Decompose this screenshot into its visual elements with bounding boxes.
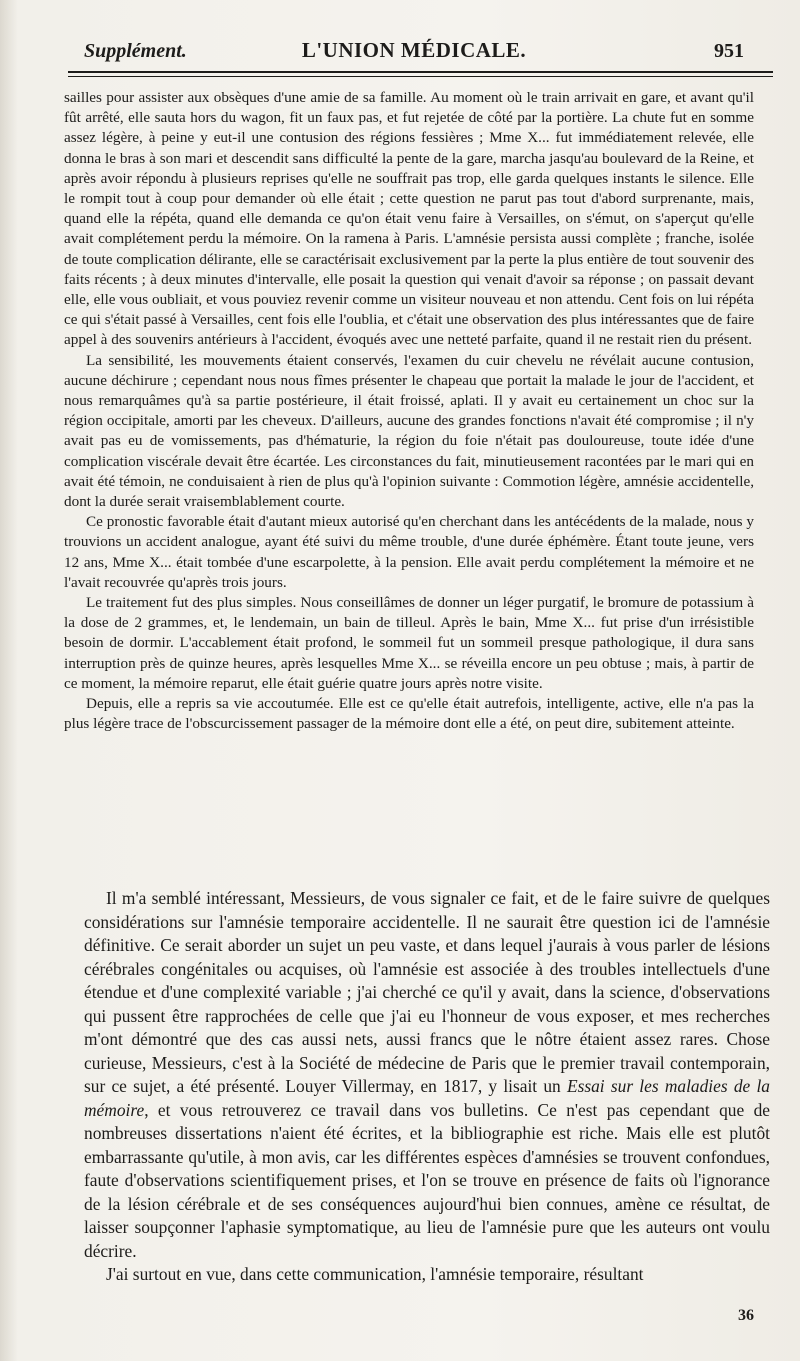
case-paragraph: Depuis, elle a repris sa vie accoutumée. Elle est ce qu'elle était autrefois, intelligente, active, elle n'a pas la plus légère trace de l'obscurcissement passager de la mémoire dont elle a été, on peut dire, subitement atteinte. bbox=[64, 695, 754, 733]
discussion-text-b: , et vous retrouverez ce travail dans vos bulletins. Ce n'est pas cependant que de nombreuses dissertations n'aient été écrites, et la bibliographie est riche. Mais elle est plutôt embarrassante qu'utile, à mon avis, car les différentes espèces d'amnésies se trouvent confondues, faute d'observations scientifiquement prises, et l'on se trouve en présence de faits où l'ignorance de la lésion cérébrale et de ses conséquences aujourd'hui bien connues, amène ce résultat, de laisser soupçonner l'aphasie symptomatique, au lieu de l'amnésie pure que les auteurs ont voulu décrire. bbox=[84, 1099, 770, 1261]
case-paragraph: Le traitement fut des plus simples. Nous conseillâmes de donner un léger purgatif, le bromure de potassium à la dose de 2 grammes, et, le lendemain, un bain de tilleul. Après le bain, Mme X... fut prise d'un irrésistible besoin de dormir. L'accablement était profond, le sommeil fut un sommeil presque pathologique, il dura sans interruption près de quinze heures, après lesquelles Mme X... se réveilla encore un peu obtuse ; mais, à partir de ce moment, la mémoire reparut, elle était guérie quatre jours après notre visite. bbox=[64, 594, 754, 692]
cited-work-title: Essai sur les maladies de la mémoire bbox=[84, 1076, 770, 1120]
header-rule-thin bbox=[68, 76, 773, 77]
case-paragraph: La sensibilité, les mouvements étaient conservés, l'examen du cuir chevelu ne révélait aucune contusion, aucune déchirure ; cependant nous nous fîmes présenter le chapeau que portait la malade le jour de l'accident, et nous remarquâmes qu'à sa partie postérieure, il était froissé, aplati. Il y avait eu certainement un choc sur la région occipitale, amorti par les cheveux. D'ailleurs, aucune des grandes fonctions n'avait été compromise ; il n'y avait pas eu de vomissements, pas d'hématurie, la région du foie n'était pas douloureuse, toute idée d'une complication viscérale devait être écartée. Les circonstances du fait, minutieusement racontées par le mari qui en avait été témoin, ne conduisaient à rien de plus qu'à l'opinion suivante : Commotion légère, amnésie accidentelle, dont la durée serait vraisemblablement courte. bbox=[64, 351, 754, 511]
case-report bbox=[64, 88, 754, 735]
case-paragraph: Ce pronostic favorable était d'autant mieux autorisé qu'en cherchant dans les antécédents de la malade, nous y trouvions un accident analogue, ayant été suivi du même trouble, d'une durée éphémère. Étant toute jeune, vers 12 ans, Mme X... était tombée d'une escarpolette, à la pension. Elle avait perdu complétement la mémoire et ne l'avait recouvrée qu'après trois jours. bbox=[64, 513, 754, 591]
header-rule-thick bbox=[68, 71, 773, 73]
discussion-text bbox=[84, 887, 770, 1287]
discussion-paragraph bbox=[84, 887, 770, 1263]
discussion-paragraph: J'ai surtout en vue, dans cette communication, l'amnésie temporaire, résultant bbox=[106, 1264, 644, 1284]
journal-title: L'UNION MÉDICALE. bbox=[301, 38, 527, 62]
page-number: 951 bbox=[714, 40, 744, 62]
printer-signature-mark: 36 bbox=[738, 1307, 754, 1324]
case-paragraph: sailles pour assister aux obsèques d'une amie de sa famille. Au moment où le train arrivait en gare, et avant qu'il fût arrêté, elle sauta hors du wagon, fit un faux pas, et fut rejetée de côté par la portière. La chute fut en somme assez légère, à peine y eut-il une contusion des régions fessières ; Mme X... fut immédiatement relevée, elle donna le bras à son mari et descendit sans difficulté la pente de la gare, marcha jasqu'au boulevard de la Reine, et après avoir répondu à plusieurs reprises qu'elle ne souffrait pas trop, elle garda quelques instants le silence. Elle le rompit tout à coup pour demander où elle était ; cette question ne parut pas tout d'abord surprenante, mais, quand elle la répéta, quand elle demanda ce qu'on était venu faire à Versailles, on s'émut, on s'aperçut qu'elle avait complétement perdu la mémoire. On la ramena à Paris. L'amnésie persista aussi complète ; franche, isolée de toute complication délirante, elle se caractérisait exclusivement par la perte la plus entière de tout souvenir des faits récents ; à deux minutes d'intervalle, elle posait la question qui venait d'avoir sa réponse ; on passait devant elle, elle vous oubliait, et vous pouviez revenir comme un visiteur nouveau et non attendu. Cent fois on lui répéta ce qui s'était passé à Versailles, cent fois elle l'oublia, et c'était une observation des plus intéressantes que de faire appel à des souvenirs antérieurs à l'accident, évoqués avec une netteté parfaite, quand il ne restait rien du présent. bbox=[64, 89, 754, 349]
discussion-text-a: Il m'a semblé intéressant, Messieurs, de vous signaler ce fait, et de le faire suivre de quelques considérations sur l'amnésie temporaire accidentelle. Il ne saurait être question ici de l'amnésie définitive. Ce serait aborder un sujet un peu vaste, et dans lequel j'aurais à vous parler de lésions cérébrales congénitales ou acquises, où l'amnésie est associée à des troubles intellectuels d'une étendue et d'une complexité variable ; j'ai cherché ce qu'il y avait, dans la science, d'observations qui pussent être rapprochées de celle que j'ai eu l'honneur de vous exposer, et mes recherches m'ont démontré que des cas aussi nets, aussi francs que le nôtre étaient assez rares. Chose curieuse, Messieurs, c'est à la Société de médecine de Paris que le premier travail contemporain, sur ce sujet, a été présenté. Louyer Villermay, en 1817, y lisait un bbox=[84, 888, 770, 1096]
section-label: Supplément. bbox=[84, 40, 187, 62]
running-header bbox=[84, 36, 744, 68]
